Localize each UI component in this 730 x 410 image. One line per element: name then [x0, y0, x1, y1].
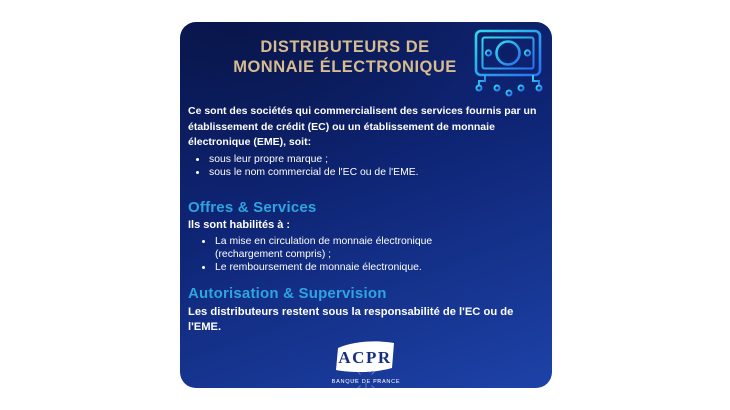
section-offres-services	[188, 199, 548, 275]
section-text-autorisation: Les distributeurs restent sous la responsabilité de l'EC ou de l'EME.	[188, 306, 514, 333]
infographic-card	[180, 22, 552, 388]
list-item: • La mise en circulation de monnaie électronique (rechargement compris) ;	[214, 235, 462, 261]
electronic-money-icon	[474, 29, 544, 103]
acpr-flag-icon	[324, 339, 408, 391]
section-heading-offres: Offres & Services	[188, 199, 317, 216]
banque-de-france-label: BANQUE DE FRANCE	[331, 379, 401, 385]
section-subheading-offres: Ils sont habilités à :	[188, 219, 291, 231]
list-item: • sous le nom commercial de l'EC ou de l'EME.	[208, 166, 548, 179]
page-title	[200, 37, 490, 77]
list-item: • sous leur propre marque ;	[208, 153, 548, 166]
intro-bullet-list	[188, 153, 548, 179]
acpr-logo	[180, 339, 552, 391]
acpr-wordmark: ACPR	[338, 348, 392, 367]
title-line-2: MONNAIE ÉLECTRONIQUE	[233, 58, 457, 76]
offres-bullet-list	[188, 235, 548, 275]
section-heading-autorisation: Autorisation & Supervision	[188, 285, 387, 302]
list-item: • Le remboursement de monnaie électronique.	[214, 261, 548, 274]
intro-section	[188, 104, 548, 179]
section-autorisation-supervision	[188, 285, 548, 335]
title-line-1: DISTRIBUTEURS DE	[260, 38, 430, 56]
intro-text: Ce sont des sociétés qui commercialisent des services fournis par un établissement de crédit (EC) ou un établissement de monnaie électronique (EME), soit:	[188, 105, 537, 148]
